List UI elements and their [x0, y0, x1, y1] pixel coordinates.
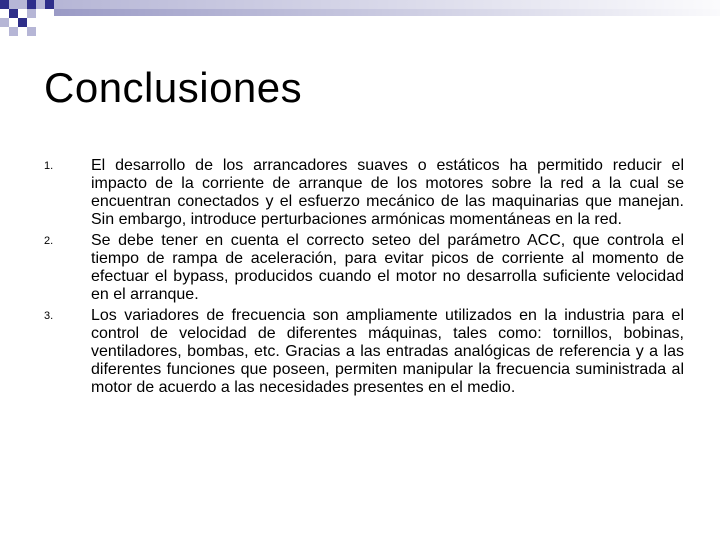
list-item-text: Los variadores de frecuencia son ampliamente utilizados en la industria para el control de velocidad de diferentes máquinas, tales como: tornillos, bobinas, ventiladores, bombas, etc. Gracias a las entradas analógicas de referencia y a las diferentes funciones que poseen, permiten manipular la frecuencia suministrada al motor de acuerdo a las necesidades presentes en el medio. [91, 307, 684, 396]
slide-title: Conclusiones [44, 64, 303, 111]
decorative-header-pattern [0, 0, 720, 40]
list-item [44, 157, 684, 229]
conclusions-list [44, 157, 684, 400]
list-item-number: 3. [44, 310, 54, 322]
list-item-number: 1. [44, 160, 54, 172]
list-item-text: El desarrollo de los arrancadores suaves o estáticos ha permitido reducir el impacto de la corriente de arranque de los motores sobre la red a la cual se encuentran conectados y el esfuerzo mecánico de las maquinarias que manejan. Sin embargo, introduce perturbaciones armónicas momentáneas en la red. [91, 157, 684, 228]
list-item-number: 2. [44, 235, 54, 247]
list-item-text: Se debe tener en cuenta el correcto seteo del parámetro ACC, que controla el tiempo de rampa de aceleración, para evitar picos de corriente al momento de efectuar el bypass, producidos cuando el motor no desarrolla suficiente velocidad en el arranque. [91, 232, 684, 303]
list-item [44, 307, 684, 397]
list-item [44, 232, 684, 304]
